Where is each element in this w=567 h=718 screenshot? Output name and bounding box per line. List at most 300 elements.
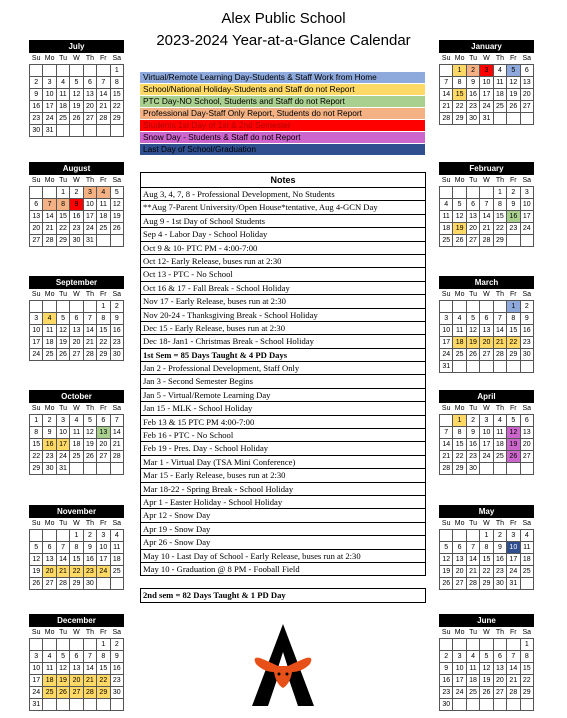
day-cell: 2 [83, 530, 96, 542]
day-cell: 10 [480, 427, 493, 439]
day-cell: 27 [480, 349, 493, 361]
day-cell: 25 [493, 451, 506, 463]
weekday-header: Sa [112, 404, 122, 412]
day-cell: 8 [30, 427, 43, 439]
day-cell: 28 [110, 451, 123, 463]
weekday-header: Sa [112, 54, 122, 62]
day-cell: 18 [466, 675, 479, 687]
day-cell: 15 [70, 554, 83, 566]
longhorn-a-icon [250, 622, 316, 708]
weekday-header: Tu [469, 176, 478, 184]
day-cell: 12 [507, 427, 520, 439]
day-cell: 8 [56, 199, 69, 211]
day-cell: 1 [520, 639, 533, 651]
day-cell: 16 [466, 439, 479, 451]
day-cell: 30 [83, 578, 96, 590]
note-item: Mar 18-22 - Spring Break - School Holiday [140, 483, 426, 496]
day-cell: 2 [30, 77, 43, 89]
day-cell: 6 [466, 199, 479, 211]
empty-day [70, 639, 83, 651]
note-item: Nov 20-24 - Thanksgiving Break - School Holiday [140, 309, 426, 322]
empty-day [480, 361, 493, 373]
day-cell: 24 [30, 349, 43, 361]
day-cell: 15 [56, 211, 69, 223]
day-cell: 19 [507, 89, 520, 101]
empty-day [507, 361, 520, 373]
day-cell: 14 [83, 325, 96, 337]
weekday-header: Fr [510, 404, 517, 412]
day-cell: 31 [507, 578, 520, 590]
day-cell: 23 [110, 675, 123, 687]
month-february [439, 162, 534, 247]
day-cell: 22 [507, 337, 520, 349]
day-cell: 14 [97, 89, 110, 101]
empty-day [507, 463, 520, 475]
weekday-header: Th [495, 290, 504, 298]
day-cell: 12 [56, 325, 69, 337]
day-cell: 6 [30, 199, 43, 211]
day-cell: 14 [56, 554, 69, 566]
weekday-header: Fr [100, 54, 107, 62]
day-cell: 23 [43, 451, 56, 463]
day-cell: 16 [520, 325, 533, 337]
day-cell: 26 [507, 101, 520, 113]
day-cell: 23 [83, 566, 96, 578]
weekday-header: Sa [112, 519, 122, 527]
day-cell: 16 [43, 439, 56, 451]
weekday-header: Th [85, 54, 94, 62]
day-cell: 9 [466, 427, 479, 439]
day-cell: 19 [110, 211, 123, 223]
empty-day [440, 530, 453, 542]
day-cell: 14 [440, 89, 453, 101]
day-cell: 5 [83, 415, 96, 427]
day-cell: 7 [466, 542, 479, 554]
day-cell: 19 [70, 101, 83, 113]
day-cell: 2 [507, 187, 520, 199]
weekday-header: Su [441, 290, 451, 298]
day-cell: 12 [70, 89, 83, 101]
day-cell: 11 [493, 77, 506, 89]
day-cell: 27 [520, 451, 533, 463]
weekday-header: Su [441, 628, 451, 636]
empty-day [440, 187, 453, 199]
day-cell: 29 [493, 235, 506, 247]
note-item: **Aug 7-Parent University/Open House*tentative, Aug 4-GCN Day [140, 201, 426, 214]
weekday-header: Tu [59, 628, 68, 636]
day-cell: 6 [453, 542, 466, 554]
legend-item: Students 1st Day of 1st & 2nd Semester [140, 120, 425, 132]
day-cell: 29 [30, 463, 43, 475]
month-march [439, 276, 534, 373]
day-cell: 9 [520, 313, 533, 325]
day-cell: 16 [507, 211, 520, 223]
month-november [29, 505, 124, 590]
day-cell: 3 [480, 65, 493, 77]
empty-day [70, 699, 83, 711]
day-cell: 31 [440, 361, 453, 373]
empty-day [70, 463, 83, 475]
day-cell: 3 [43, 77, 56, 89]
month-name: January [439, 40, 534, 53]
legend-item: Last Day of School/Graduation [140, 144, 425, 156]
day-cell: 24 [97, 566, 110, 578]
day-cell: 3 [83, 187, 96, 199]
day-cell: 21 [110, 439, 123, 451]
day-cell: 2 [70, 187, 83, 199]
weekday-header: Mo [44, 290, 55, 298]
day-cell: 3 [507, 530, 520, 542]
weekday-header: Mo [44, 54, 55, 62]
empty-day [110, 578, 123, 590]
day-cell: 11 [520, 542, 533, 554]
day-cell: 17 [453, 675, 466, 687]
day-cell: 6 [97, 415, 110, 427]
weekday-header: Mo [454, 404, 465, 412]
day-cell: 27 [97, 451, 110, 463]
day-cell: 6 [70, 651, 83, 663]
day-cell: 9 [30, 89, 43, 101]
day-cell: 5 [453, 199, 466, 211]
day-cell: 18 [56, 101, 69, 113]
empty-day [43, 301, 56, 313]
month-august [29, 162, 124, 247]
day-cell: 21 [507, 675, 520, 687]
day-cell: 5 [507, 65, 520, 77]
day-cell: 2 [466, 65, 479, 77]
note-item: May 10 - Last Day of School - Early Release, buses run at 2:30 [140, 550, 426, 563]
day-cell: 13 [480, 325, 493, 337]
day-cell: 1 [30, 415, 43, 427]
weekday-header: Su [31, 628, 41, 636]
day-cell: 27 [493, 687, 506, 699]
day-cell: 7 [440, 427, 453, 439]
weekday-header: Fr [510, 290, 517, 298]
empty-day [466, 530, 479, 542]
day-cell: 28 [97, 113, 110, 125]
day-cell: 18 [493, 439, 506, 451]
day-cell: 9 [43, 427, 56, 439]
day-cell: 29 [97, 687, 110, 699]
note-item: Feb 19 - Pres. Day - School Holiday [140, 442, 426, 455]
day-cell: 30 [110, 349, 123, 361]
day-cell: 24 [520, 223, 533, 235]
day-cell: 10 [453, 663, 466, 675]
empty-day [453, 301, 466, 313]
weekday-header: Th [85, 628, 94, 636]
day-cell: 11 [97, 199, 110, 211]
empty-day [110, 235, 123, 247]
day-cell: 27 [520, 101, 533, 113]
day-cell: 10 [43, 89, 56, 101]
empty-day [440, 65, 453, 77]
day-cell: 23 [440, 687, 453, 699]
day-cell: 22 [56, 223, 69, 235]
day-cell: 1 [110, 65, 123, 77]
day-cell: 24 [453, 687, 466, 699]
day-cell: 27 [70, 349, 83, 361]
empty-day [83, 463, 96, 475]
weekday-header: Tu [59, 519, 68, 527]
day-cell: 19 [480, 675, 493, 687]
month-june [439, 614, 534, 711]
day-cell: 4 [110, 530, 123, 542]
day-cell: 13 [70, 325, 83, 337]
day-cell: 13 [83, 89, 96, 101]
day-cell: 25 [70, 451, 83, 463]
day-cell: 18 [43, 337, 56, 349]
empty-day [43, 530, 56, 542]
note-item: Jan 5 - Virtual/Remote Learning Day [140, 389, 426, 402]
empty-day [56, 65, 69, 77]
month-april [439, 390, 534, 475]
month-name: May [439, 505, 534, 518]
day-cell: 8 [480, 542, 493, 554]
day-cell: 14 [43, 211, 56, 223]
day-cell: 25 [110, 566, 123, 578]
weekday-header: W [483, 54, 490, 62]
month-name: August [29, 162, 124, 175]
empty-day [97, 65, 110, 77]
day-cell: 26 [56, 349, 69, 361]
weekday-header: Fr [100, 290, 107, 298]
day-cell: 13 [30, 211, 43, 223]
day-cell: 4 [466, 651, 479, 663]
day-cell: 14 [83, 663, 96, 675]
day-cell: 4 [453, 313, 466, 325]
empty-day [43, 65, 56, 77]
day-cell: 17 [480, 439, 493, 451]
weekday-header: Fr [510, 519, 517, 527]
day-cell: 24 [440, 349, 453, 361]
weekday-header: Sa [112, 290, 122, 298]
legend-item: School/National Holiday-Students and Staff do not Report [140, 84, 425, 96]
note-item: Apr 26 - Snow Day [140, 536, 426, 549]
day-cell: 31 [480, 113, 493, 125]
empty-day [56, 699, 69, 711]
empty-day [110, 699, 123, 711]
empty-day [56, 530, 69, 542]
weekday-header: Su [31, 54, 41, 62]
day-cell: 7 [83, 313, 96, 325]
empty-day [56, 125, 69, 137]
day-cell: 21 [493, 337, 506, 349]
day-cell: 11 [466, 663, 479, 675]
day-cell: 2 [466, 415, 479, 427]
day-cell: 22 [520, 675, 533, 687]
day-cell: 2 [520, 301, 533, 313]
day-cell: 8 [507, 313, 520, 325]
day-cell: 28 [493, 349, 506, 361]
empty-day [520, 578, 533, 590]
day-cell: 24 [507, 566, 520, 578]
day-cell: 18 [440, 223, 453, 235]
empty-day [43, 699, 56, 711]
day-cell: 22 [453, 101, 466, 113]
empty-day [507, 235, 520, 247]
day-cell: 7 [507, 651, 520, 663]
notes-header: Notes [140, 172, 426, 188]
day-cell: 9 [110, 313, 123, 325]
empty-day [30, 639, 43, 651]
note-item: Apr 12 - Snow Day [140, 509, 426, 522]
day-cell: 28 [480, 235, 493, 247]
day-cell: 4 [43, 651, 56, 663]
day-cell: 1 [70, 530, 83, 542]
day-cell: 30 [520, 349, 533, 361]
legend-item: Snow Day - Students & Staff do not Report [140, 132, 425, 144]
note-item: Sep 4 - Labor Day - School Holiday [140, 228, 426, 241]
day-cell: 15 [520, 663, 533, 675]
day-cell: 26 [110, 223, 123, 235]
day-cell: 13 [97, 427, 110, 439]
day-cell: 1 [97, 639, 110, 651]
day-cell: 22 [30, 451, 43, 463]
empty-day [30, 530, 43, 542]
day-cell: 7 [480, 199, 493, 211]
day-cell: 18 [70, 439, 83, 451]
empty-day [440, 639, 453, 651]
day-cell: 7 [43, 199, 56, 211]
day-cell: 5 [507, 415, 520, 427]
note-item: Jan 2 - Professional Development, Staff Only [140, 362, 426, 375]
day-cell: 1 [493, 187, 506, 199]
day-cell: 12 [30, 554, 43, 566]
day-cell: 21 [480, 223, 493, 235]
day-cell: 24 [83, 223, 96, 235]
empty-day [520, 235, 533, 247]
day-cell: 20 [97, 439, 110, 451]
day-cell: 9 [507, 199, 520, 211]
day-cell: 9 [70, 199, 83, 211]
day-cell: 21 [83, 675, 96, 687]
day-cell: 16 [30, 101, 43, 113]
day-cell: 13 [453, 554, 466, 566]
day-cell: 23 [507, 223, 520, 235]
weekday-header: Th [495, 628, 504, 636]
empty-day [507, 639, 520, 651]
empty-day [493, 699, 506, 711]
day-cell: 7 [493, 313, 506, 325]
weekday-header: Fr [510, 54, 517, 62]
day-cell: 8 [110, 77, 123, 89]
day-cell: 24 [56, 451, 69, 463]
note-item: Mar 1 - Virtual Day (TSA Mini Conference) [140, 456, 426, 469]
day-cell: 30 [466, 463, 479, 475]
day-cell: 26 [453, 235, 466, 247]
day-cell: 17 [480, 89, 493, 101]
empty-day [520, 113, 533, 125]
weekday-header: Sa [522, 54, 532, 62]
day-cell: 24 [43, 113, 56, 125]
day-cell: 17 [56, 439, 69, 451]
day-cell: 10 [507, 542, 520, 554]
day-cell: 26 [83, 451, 96, 463]
color-legend [140, 72, 425, 156]
day-cell: 14 [440, 439, 453, 451]
day-cell: 2 [110, 639, 123, 651]
month-july [29, 40, 124, 137]
weekday-header: Sa [522, 628, 532, 636]
empty-day [493, 361, 506, 373]
weekday-header: W [483, 628, 490, 636]
day-cell: 24 [480, 101, 493, 113]
empty-day [70, 125, 83, 137]
day-cell: 3 [440, 313, 453, 325]
day-cell: 19 [56, 337, 69, 349]
day-cell: 21 [440, 451, 453, 463]
day-cell: 29 [453, 113, 466, 125]
day-cell: 19 [507, 439, 520, 451]
day-cell: 15 [453, 439, 466, 451]
note-item: Jan 15 - MLK - School Holiday [140, 402, 426, 415]
day-cell: 5 [110, 187, 123, 199]
day-cell: 28 [507, 687, 520, 699]
weekday-header: Su [31, 176, 41, 184]
weekday-header: Mo [44, 176, 55, 184]
day-cell: 22 [110, 101, 123, 113]
note-item: 1st Sem = 85 Days Taught & 4 PD Days [140, 349, 426, 362]
weekday-header: Mo [454, 176, 465, 184]
day-cell: 13 [70, 663, 83, 675]
day-cell: 18 [493, 89, 506, 101]
day-cell: 3 [97, 530, 110, 542]
weekday-header: Tu [469, 54, 478, 62]
empty-day [97, 463, 110, 475]
weekday-header: Su [31, 290, 41, 298]
weekday-header: Tu [59, 290, 68, 298]
day-cell: 16 [466, 89, 479, 101]
day-cell: 11 [43, 325, 56, 337]
school-name: Alex Public School [221, 10, 346, 27]
day-cell: 27 [43, 578, 56, 590]
note-item: Dec 18- Jan1 - Christmas Break - School Holiday [140, 335, 426, 348]
notes-list [140, 188, 426, 576]
day-cell: 13 [43, 554, 56, 566]
day-cell: 20 [70, 337, 83, 349]
note-item: Apr 19 - Snow Day [140, 523, 426, 536]
day-cell: 23 [520, 337, 533, 349]
day-cell: 17 [507, 554, 520, 566]
day-cell: 28 [56, 578, 69, 590]
day-cell: 10 [30, 325, 43, 337]
day-cell: 5 [440, 542, 453, 554]
day-cell: 6 [493, 651, 506, 663]
day-cell: 21 [97, 101, 110, 113]
day-cell: 26 [466, 349, 479, 361]
note-item: Nov 17 - Early Release, buses run at 2:30 [140, 295, 426, 308]
empty-day [520, 463, 533, 475]
day-cell: 19 [30, 566, 43, 578]
day-cell: 10 [56, 427, 69, 439]
day-cell: 23 [493, 566, 506, 578]
day-cell: 2 [493, 530, 506, 542]
month-name: October [29, 390, 124, 403]
day-cell: 20 [43, 566, 56, 578]
day-cell: 4 [56, 77, 69, 89]
empty-day [83, 125, 96, 137]
weekday-header: Tu [59, 176, 68, 184]
day-cell: 11 [43, 663, 56, 675]
day-cell: 28 [83, 349, 96, 361]
day-cell: 29 [70, 578, 83, 590]
day-cell: 14 [493, 325, 506, 337]
day-cell: 12 [453, 211, 466, 223]
note-item: Mar 15 - Early Release, buses run at 2:30 [140, 469, 426, 482]
month-name: February [439, 162, 534, 175]
day-cell: 29 [56, 235, 69, 247]
weekday-header: Th [85, 290, 94, 298]
